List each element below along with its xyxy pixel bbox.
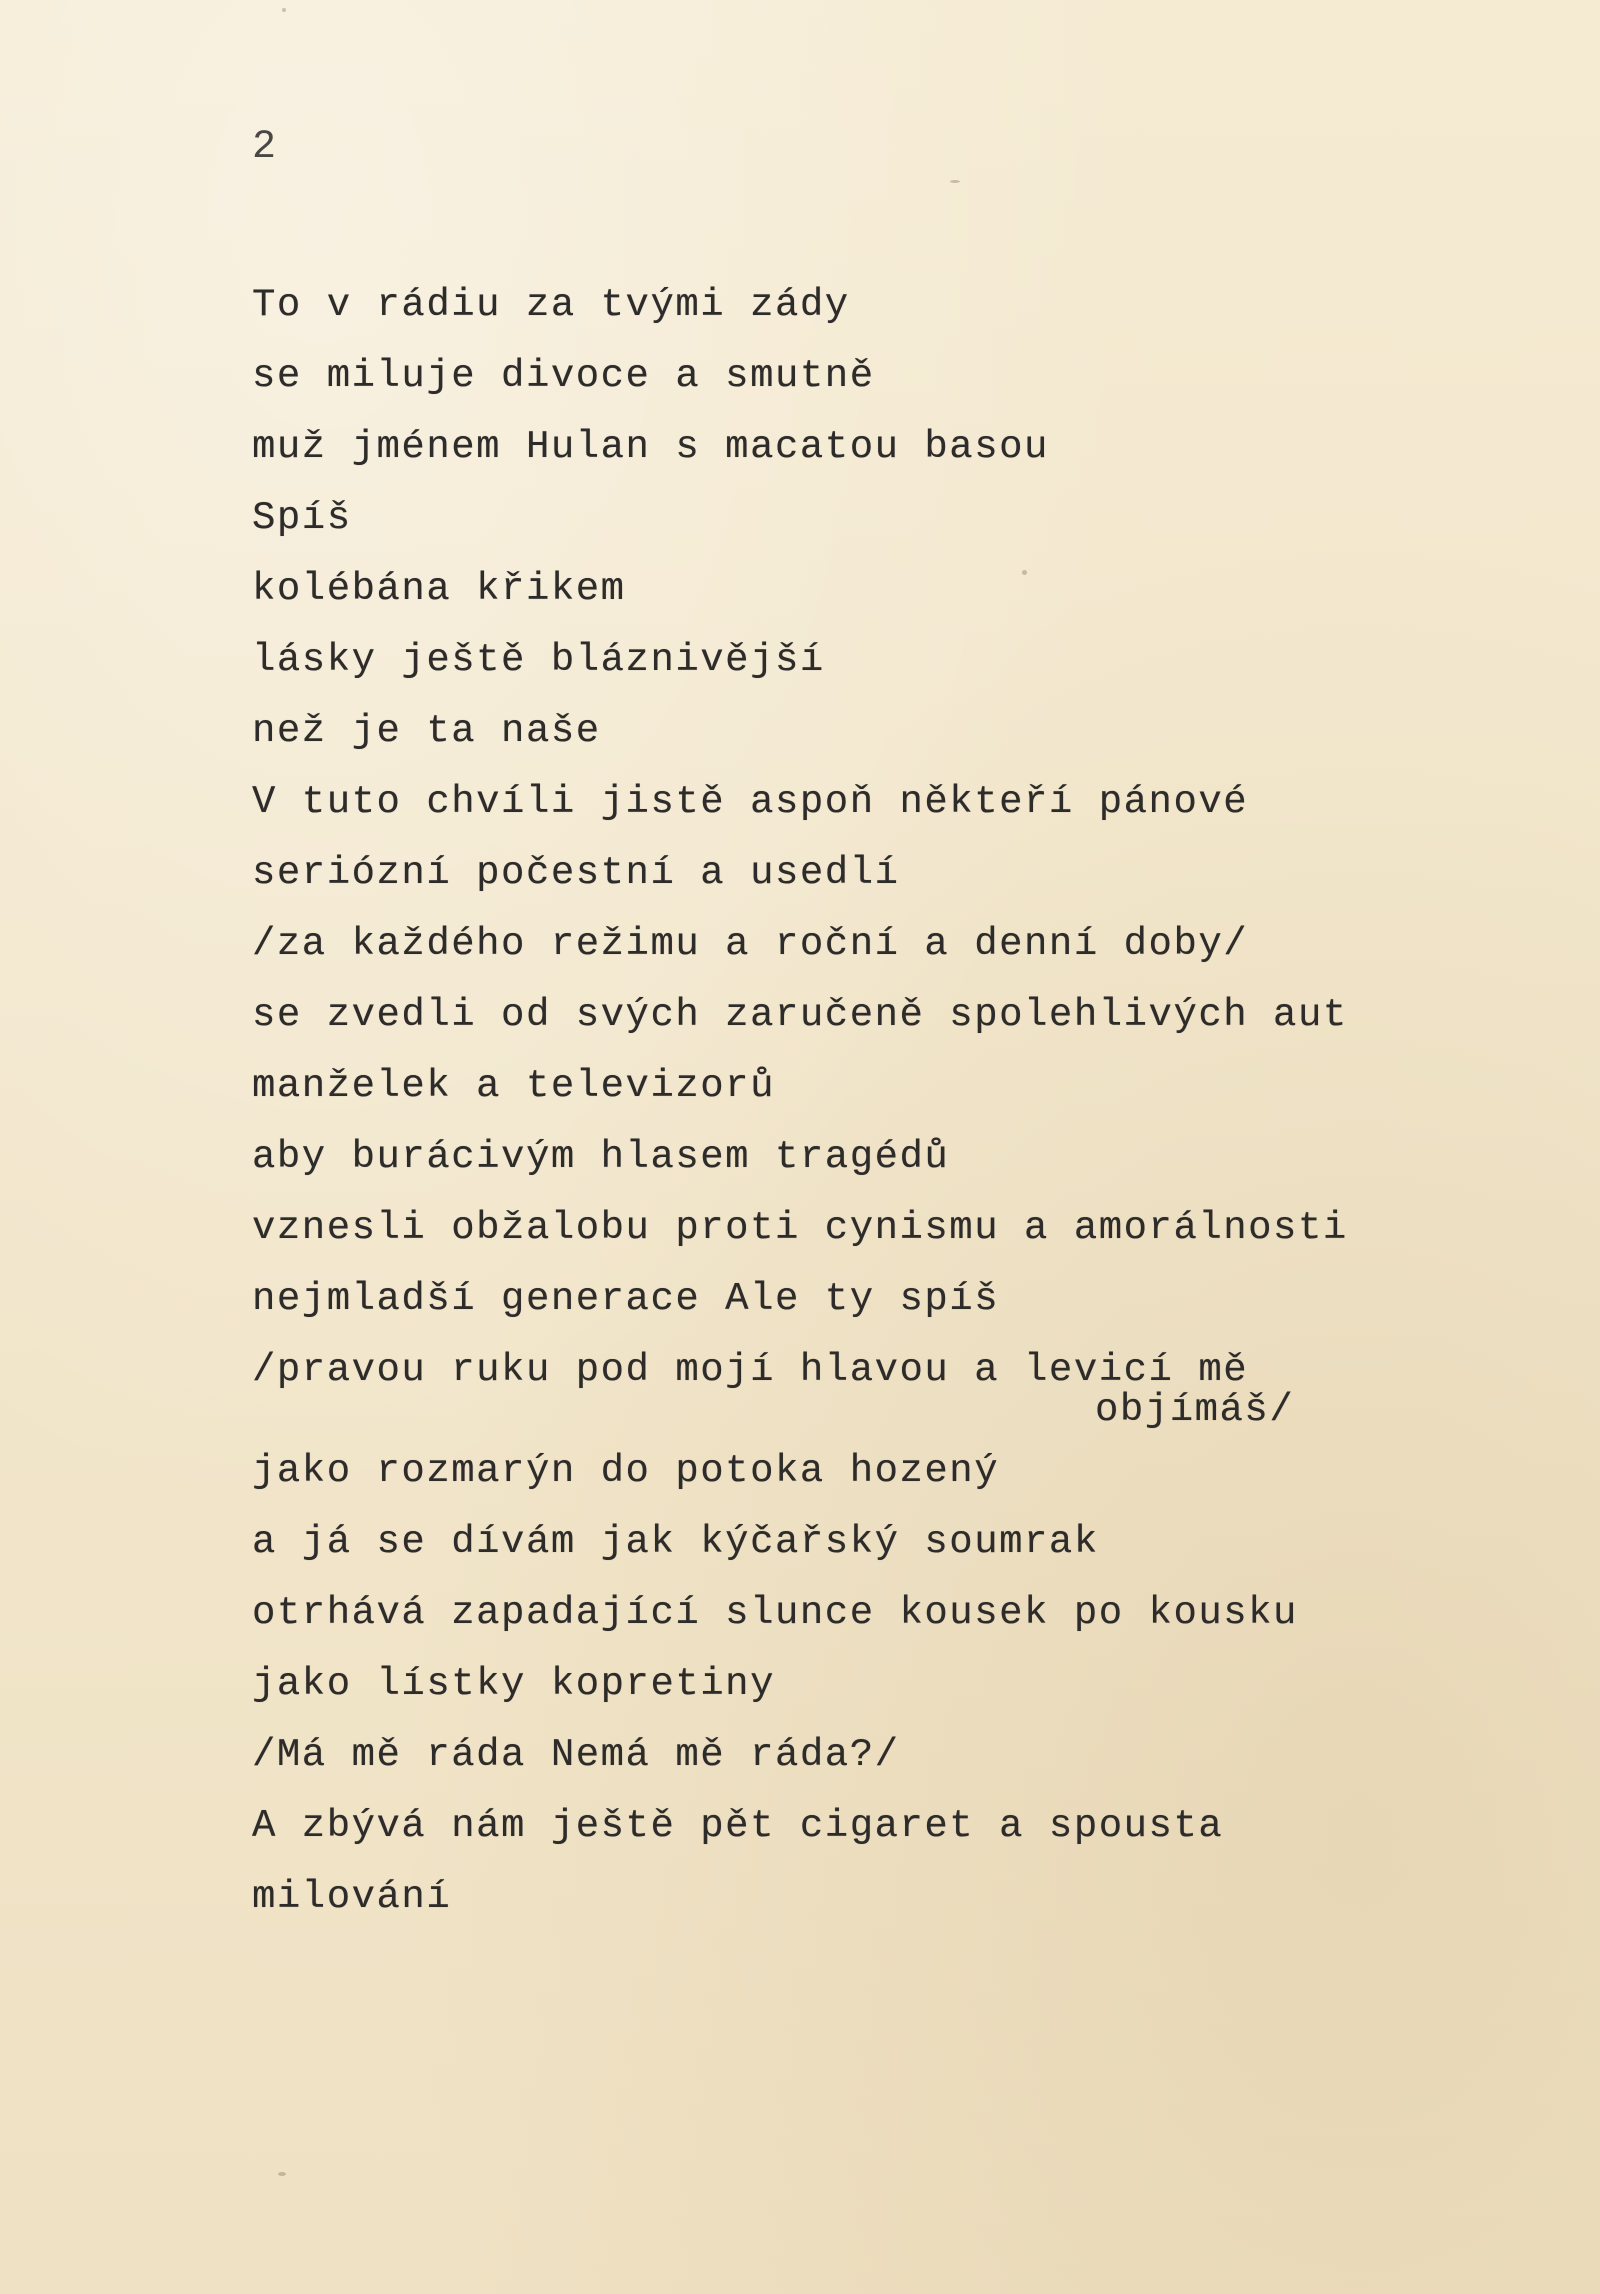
poem-line: aby burácivým hlasem tragédů: [252, 1135, 950, 1179]
poem-line: Spíš: [252, 496, 352, 540]
poem-line: vznesli obžalobu proti cynismu a amorálnosti: [252, 1206, 1348, 1250]
poem-line: V tuto chvíli jistě aspoň někteří pánové: [252, 780, 1249, 824]
poem-line: nejmladší generace Ale ty spíš: [252, 1277, 1000, 1321]
poem-line: muž jménem Hulan s macatou basou: [252, 425, 1049, 469]
poem-line: milování: [252, 1875, 452, 1919]
poem-line: než je ta naše: [252, 709, 601, 753]
poem-line: A zbývá nám ještě pět cigaret a spousta: [252, 1804, 1224, 1848]
poem-line: kolébána křikem: [252, 567, 626, 611]
poem-line: /Má mě ráda Nemá mě ráda?/: [252, 1733, 900, 1777]
poem-line-continuation: objímáš/: [1095, 1388, 1295, 1432]
poem-line: seriózní počestní a usedlí: [252, 851, 900, 895]
poem-line: /za každého režimu a roční a denní doby/: [252, 922, 1249, 966]
poem-line: jako rozmarýn do potoka hozený: [252, 1449, 1000, 1493]
poem-line: jako lístky kopretiny: [252, 1662, 775, 1706]
poem-line: lásky ještě bláznivější: [252, 638, 825, 682]
paper-speck: [950, 180, 960, 183]
paper-speck: [282, 8, 286, 12]
poem-line: a já se dívám jak kýčařský soumrak: [252, 1520, 1099, 1564]
poem-line: se miluje divoce a smutně: [252, 354, 875, 398]
poem-line: /pravou ruku pod mojí hlavou a levicí mě: [252, 1348, 1249, 1392]
paper-speck: [278, 2172, 286, 2176]
poem-line: se zvedli od svých zaručeně spolehlivých aut: [252, 993, 1348, 1037]
page-number: 2: [252, 125, 277, 170]
poem-line: To v rádiu za tvými zády: [252, 283, 850, 327]
poem-line: manželek a televizorů: [252, 1064, 775, 1108]
poem-line: otrhává zapadající slunce kousek po kousku: [252, 1591, 1298, 1635]
poem-body: [252, 270, 1552, 1933]
